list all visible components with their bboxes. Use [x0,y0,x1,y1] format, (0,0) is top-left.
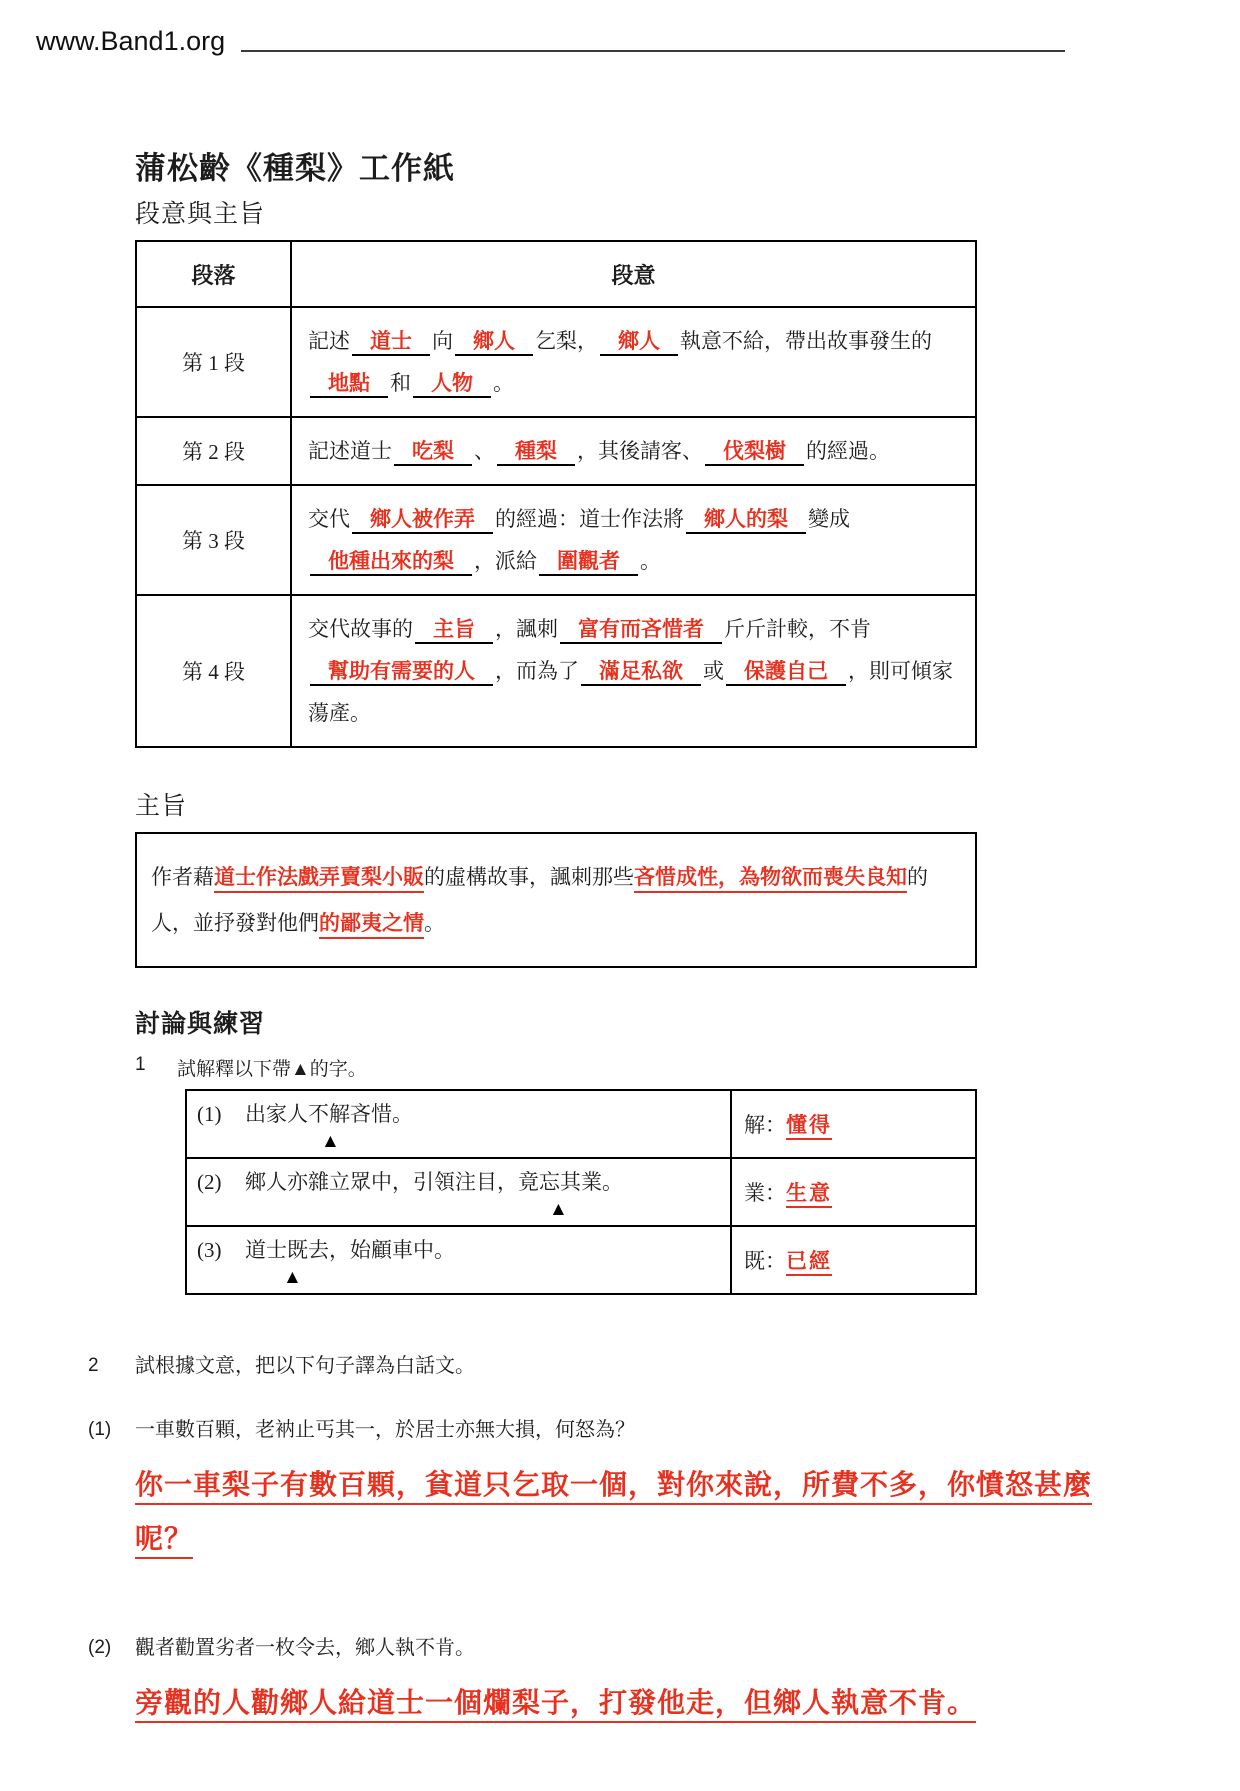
item-answer: 旁觀的人勸鄉人給道士一個爛梨子，打發他走，但鄉人執意不肯。 [135,1688,977,1719]
answer-blank: 的鄙夷之情 [319,911,424,935]
sentence-text: 交代 [308,507,350,531]
answer-blank: 鄉人被作弄 [352,507,493,534]
sentence-line [197,1235,720,1265]
paragraph-label: 第 3 段 [136,485,291,595]
item-sentence: 出家人不解吝惜。 [245,1102,413,1126]
sentence-text: ，而為了 [495,659,579,683]
sentence-text: 的虛構故事，諷刺那些 [424,865,634,889]
answer-label: 解： [744,1113,786,1137]
sentence-text: 執意不給，帶出故事發生的 [680,329,932,353]
sentence-text: 、 [474,439,495,463]
answer-label: 業： [744,1181,786,1205]
sentence-text: 向 [432,329,453,353]
theme-box [135,832,977,968]
answer-blank: 地點 [310,371,388,398]
answer-blank: 鄉人的梨 [686,507,806,534]
paragraph-meaning [291,485,976,595]
sentence-text: 和 [390,371,411,395]
table-row [136,595,976,747]
item-number: (1) [88,1419,112,1440]
answer-blank: 種梨 [497,439,575,466]
sentence-text: 。 [640,549,661,573]
table-header-row [136,241,976,307]
item-question: 一車數百顆，老衲止丐其一，於居士亦無大損，何怒為？ [135,1419,635,1441]
explain-words-table [185,1089,977,1295]
section-heading-theme: 主旨 [135,792,188,820]
sentence-text: 乞梨， [535,329,598,353]
section-heading-exercise: 討論與練習 [135,1010,266,1038]
sentence-text: 。 [493,371,514,395]
question-1 [135,1054,977,1081]
triangle-marker: ▲ [245,1199,568,1220]
table-row [186,1090,976,1158]
answer-blank: 鄉人 [455,329,533,356]
answer-blank: 主旨 [415,617,493,644]
sentence-line [197,1167,720,1197]
paragraph-meaning [291,417,976,485]
sentence-cell [186,1090,731,1158]
item-number: (2) [88,1637,112,1658]
question-2-number: 2 [88,1355,99,1376]
answer-text: 生意 [786,1181,832,1205]
answer-blank: 幫助有需要的人 [310,659,493,686]
translation-section [88,1351,1180,1731]
sentence-text: 記述 [308,329,350,353]
page-title: 蒲松齡《種梨》工作紙 [135,151,455,186]
sentence-text: 或 [703,659,724,683]
item-sentence: 道士既去，始顧車中。 [245,1238,455,1262]
answer-blank: 吝惜成性，為物欲而喪失良知 [634,865,907,889]
sentence-text: 。 [424,911,445,935]
column-header-paragraph: 段落 [136,241,291,307]
sentence-text: ，諷刺 [495,617,558,641]
item-sentence: 鄉人亦雜立眾中，引領注目，竟忘其業。 [245,1170,623,1194]
triangle-marker: ▲ [245,1267,302,1288]
table-row [136,307,976,417]
sentence-text: 的人，並抒發對他們 [151,865,928,935]
question-2 [88,1351,1180,1381]
question-1-prompt: 試解釋以下帶▲的字。 [177,1059,367,1080]
translation-item [88,1633,1180,1663]
section-heading-paragraph-meaning: 段意與主旨 [135,200,266,228]
item-question: 觀者勸置劣者一枚令去，鄉人執不肯。 [135,1637,475,1659]
answer-blank: 滿足私欲 [581,659,701,686]
item-answer: 你一車梨子有數百顆，貧道只乞取一個，對你來說，所費不多，你憤怒甚麼呢？ [135,1470,1093,1555]
table-row [136,417,976,485]
sentence-text: 記述道士 [308,439,392,463]
paragraph-meaning [291,307,976,417]
question-1-number: 1 [135,1054,146,1075]
sentence-text: 交代故事的 [308,617,413,641]
column-header-meaning: 段意 [291,241,976,307]
sentence-text: ，則可傾家蕩產。 [308,659,953,725]
paragraph-label: 第 2 段 [136,417,291,485]
answer-blank: 富有而吝惜者 [560,617,722,644]
answer-blank: 道士 [352,329,430,356]
site-name: www.Band1.org [36,26,226,56]
sentence-line [197,1099,720,1129]
answer-blank: 他種出來的梨 [310,549,472,576]
answer-blank: 圍觀者 [539,549,638,576]
table-row [136,485,976,595]
sentence-text: 作者藉 [151,865,214,889]
sentence-cell [186,1158,731,1226]
sentence-text: 變成 [808,507,850,531]
header-rule [241,50,1065,52]
answer-text: 懂得 [786,1113,832,1137]
sentence-text: ，其後請客、 [577,439,703,463]
paragraph-meaning [291,595,976,747]
answer-label: 既： [744,1249,786,1273]
paragraph-label: 第 1 段 [136,307,291,417]
item-number: (3) [197,1238,222,1262]
question-2-prompt: 試根據文意，把以下句子譯為白話文。 [135,1355,475,1377]
paragraph-label: 第 4 段 [136,595,291,747]
item-number: (2) [197,1170,222,1194]
answer-blank: 伐梨樹 [705,439,804,466]
item-number: (1) [197,1102,222,1126]
answer-cell [731,1226,976,1294]
answer-cell [731,1090,976,1158]
sentence-text: 斤斤計較，不肯 [724,617,871,641]
answer-blank: 鄉人 [600,329,678,356]
answer-blank: 道士作法戲弄賣梨小販 [214,865,424,889]
answer-blank: 吃梨 [394,439,472,466]
answer-cell [731,1158,976,1226]
paragraph-meaning-table [135,240,977,748]
translation-item [88,1415,1180,1445]
answer-blank: 保護自己 [726,659,846,686]
sentence-text: 的經過。 [806,439,890,463]
sentence-cell [186,1226,731,1294]
answer-blank: 人物 [413,371,491,398]
table-row [186,1158,976,1226]
answer-text: 已經 [786,1249,832,1273]
sentence-text: 的經過：道士作法將 [495,507,684,531]
site-header [0,0,1240,57]
worksheet-content [135,143,977,1295]
table-row [186,1226,976,1294]
triangle-marker: ▲ [245,1131,340,1152]
sentence-text: ，派給 [474,549,537,573]
